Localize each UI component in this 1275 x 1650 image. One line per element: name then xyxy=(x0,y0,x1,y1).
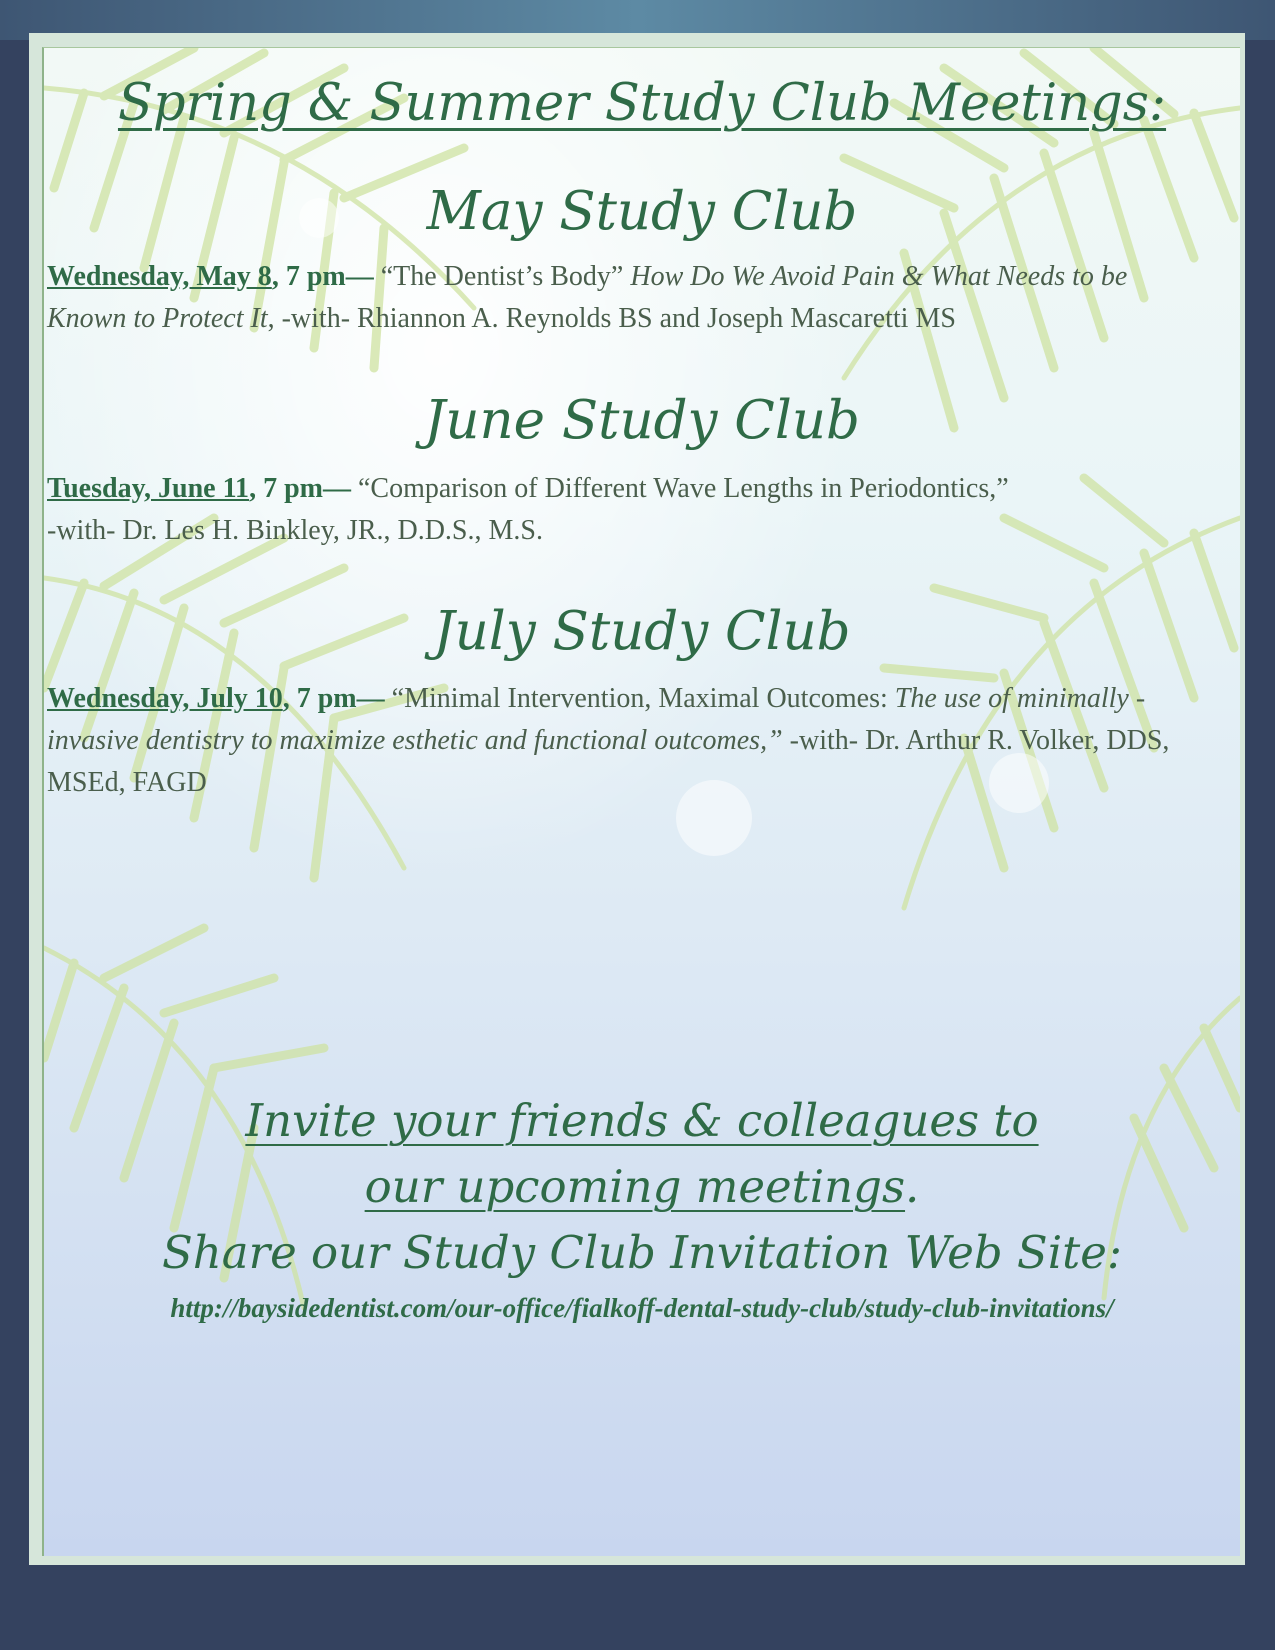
june-dash: — xyxy=(322,473,351,504)
july-talk-title: “Minimal Intervention, Maximal Outcomes: xyxy=(384,683,895,714)
may-talk-title: “The Dentist’s Body” xyxy=(373,261,631,292)
july-heading: July Study Club xyxy=(433,601,851,662)
june-presenters: -with- Dr. Les H. Binkley, JR., D.D.S., M.S. xyxy=(47,515,543,546)
may-time: , 7 pm xyxy=(271,261,346,292)
may-presenters: , -with- Rhiannon A. Reynolds BS and Joseph Mascaretti MS xyxy=(267,303,956,334)
may-dash: — xyxy=(345,261,374,292)
invite-line-2-period: . xyxy=(905,1160,920,1213)
june-talk-title: “Comparison of Different Wave Lengths in Periodontics,” xyxy=(350,473,1009,504)
invite-line-2-text: our upcoming meetings xyxy=(364,1160,906,1213)
july-talk-subtitle: The use of minimally - invasive dentistry to maximize esthetic and functional outcomes,” xyxy=(47,683,1146,756)
flyer-panel xyxy=(42,47,1240,1556)
july-presenters: -with- Dr. Arthur R. Volker, DDS, MSEd, FAGD xyxy=(47,725,1170,798)
invite-line-1-text: Invite your friends & colleagues to xyxy=(245,1094,1039,1147)
june-time: , 7 pm xyxy=(249,473,323,504)
may-talk-subtitle: How Do We Avoid Pain & What Needs to be Known to Protect It xyxy=(47,261,1128,334)
may-event xyxy=(47,256,1197,340)
june-event xyxy=(47,468,1197,552)
june-heading: June Study Club xyxy=(424,390,860,451)
may-heading: May Study Club xyxy=(426,181,858,242)
july-date: Wednesday, July 10 xyxy=(47,683,283,714)
invitation-url: http://baysidedentist.com/our-office/fialkoff-dental-study-club/study-club-invitations/ xyxy=(170,1293,1114,1323)
july-event xyxy=(47,678,1197,804)
page-title: Spring & Summer Study Club Meetings: xyxy=(117,74,1167,133)
july-time: , 7 pm xyxy=(282,683,357,714)
flyer-content xyxy=(44,48,1240,1556)
june-date: Tuesday, June 11 xyxy=(47,473,250,504)
invite-line-2 xyxy=(44,1160,1240,1213)
invite-line-1 xyxy=(44,1094,1240,1147)
july-dash: — xyxy=(356,683,385,714)
may-date: Wednesday, May 8 xyxy=(47,261,272,292)
share-website-line: Share our Study Club Invitation Web Site: xyxy=(161,1226,1123,1279)
